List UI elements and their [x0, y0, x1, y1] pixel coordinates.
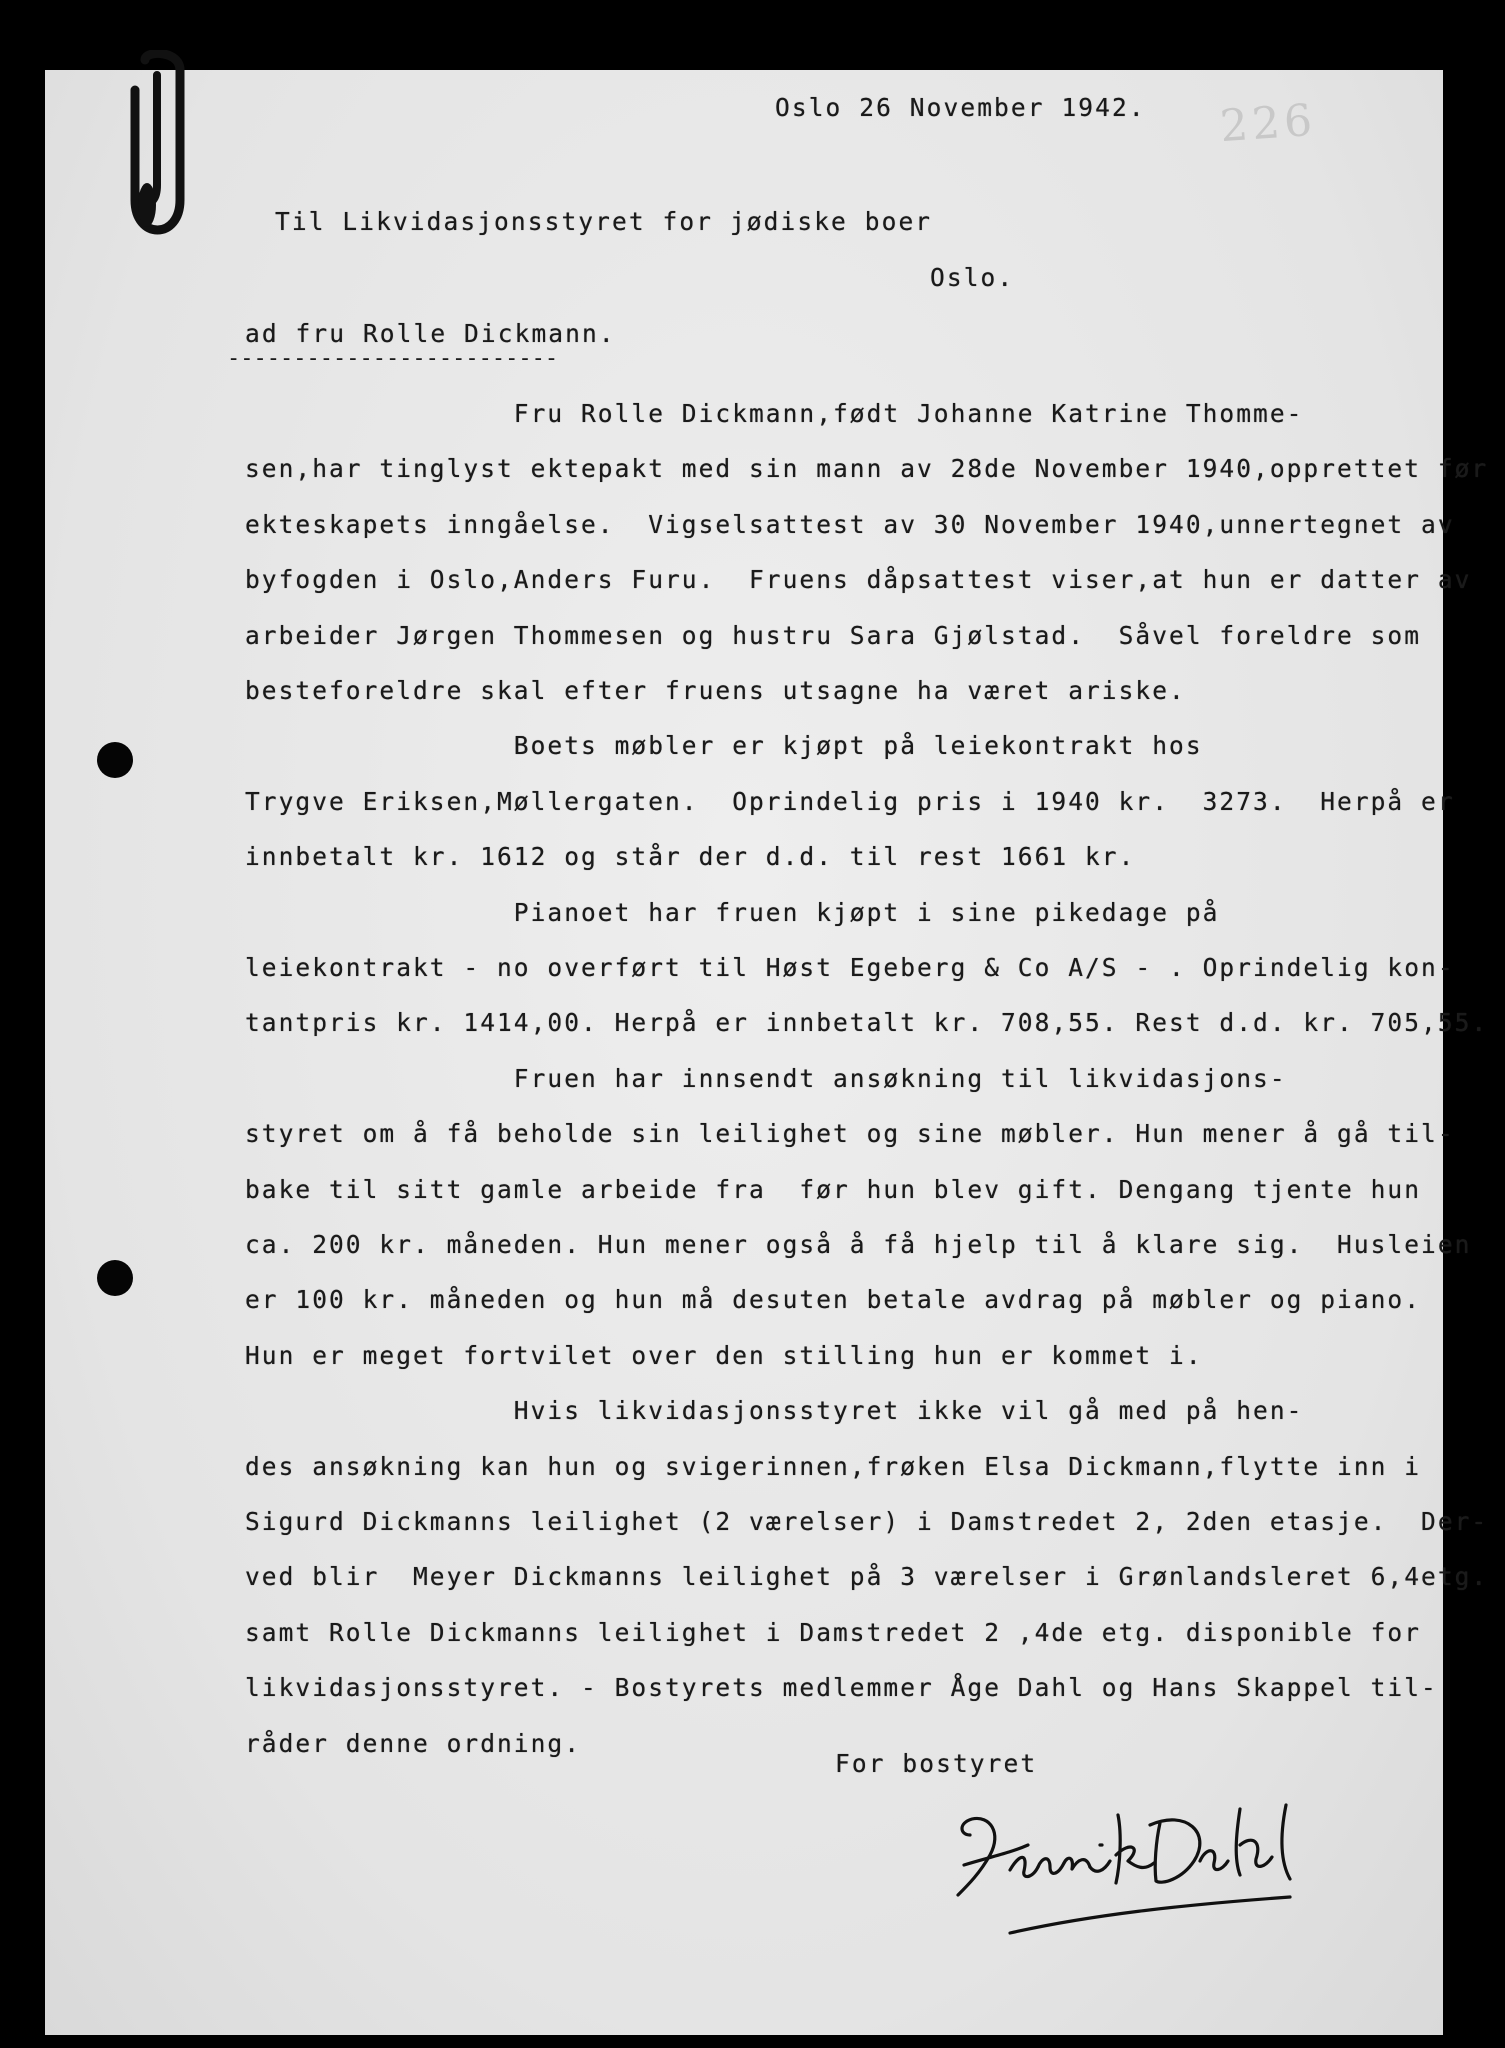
body-line: Fru Rolle Dickmann,født Johanne Katrine Thomme- [245, 399, 1304, 428]
archive-number: 226 [1218, 94, 1318, 153]
date-line: Oslo 26 November 1942. [775, 93, 1146, 122]
paper-clip-icon [105, 50, 215, 260]
recipient-line: Til Likvidasjonsstyret for jødiske boer [275, 207, 933, 236]
subject-line: ad fru Rolle Dickmann. [245, 319, 616, 348]
body-line: byfogden i Oslo,Anders Furu. Fruens dåpsattest viser,at hun er datter av [245, 565, 1472, 595]
body-line: leiekontrakt - no overført til Høst Egeberg & Co A/S - . Oprindelig kon- [245, 953, 1455, 982]
body-line: styret om å få beholde sin leilighet og sine møbler. Hun mener å gå til- [245, 1119, 1455, 1149]
body-line: er 100 kr. måneden og hun må desuten betale avdrag på møbler og piano. [245, 1285, 1422, 1315]
closing-line: For bostyret [835, 1749, 1038, 1778]
body-line: Hun er meget fortvilet over den stilling hun er kommet i. [245, 1340, 1203, 1370]
body-line: Hvis likvidasjonsstyret ikke vil gå med på hen- [245, 1396, 1304, 1426]
body-line: Sigurd Dickmanns leilighet (2 værelser) i Damstredet 2, 2den etasje. Der- [245, 1507, 1489, 1536]
body-line: bake til sitt gamle arbeide fra før hun blev gift. Dengang tjente hun [245, 1174, 1422, 1204]
body-line: des ansøkning kan hun og svigerinnen,frøken Elsa Dickmann,flytte inn i [245, 1451, 1422, 1481]
recipient-city: Oslo. [930, 263, 1015, 292]
body-line: Pianoet har fruen kjøpt i sine pikedage på [245, 897, 1220, 927]
body-line: Boets møbler er kjøpt på leiekontrakt hos [245, 731, 1203, 761]
body-line: råder denne ordning. [245, 1728, 582, 1758]
body-line: likvidasjonsstyret. - Bostyrets medlemmer Åge Dahl og Hans Skappel til- [245, 1673, 1438, 1703]
subject-underline: ------------------------- [227, 346, 559, 371]
punch-hole-top [97, 742, 133, 778]
body-line: sen,har tinglyst ektepakt med sin mann av 28de November 1940,opprettet før [245, 454, 1489, 484]
body-line: Trygve Eriksen,Møllergaten. Oprindelig pris i 1940 kr. 3273. Herpå er [245, 786, 1455, 816]
body-line: besteforeldre skal efter fruens utsagne ha været ariske. [245, 676, 1186, 705]
punch-hole-bottom [97, 1260, 133, 1296]
body-line: samt Rolle Dickmanns leilighet i Damstredet 2 ,4de etg. disponible for [245, 1617, 1422, 1647]
body-line: arbeider Jørgen Thommesen og hustru Sara Gjølstad. Såvel foreldre som [245, 620, 1422, 650]
body-line: innbetalt kr. 1612 og står der d.d. til rest 1661 kr. [245, 842, 1136, 872]
handwritten-signature [950, 1775, 1310, 1945]
body-line: ved blir Meyer Dickmanns leilighet på 3 værelser i Grønlandsleret 6,4etg. [245, 1562, 1489, 1592]
body-line: ekteskapets inngåelse. Vigselsattest av 30 November 1940,unnertegnet av [245, 509, 1455, 539]
letter-page [45, 70, 1489, 2035]
body-line: ca. 200 kr. måneden. Hun mener også å få hjelp til å klare sig. Husleien [245, 1230, 1472, 1259]
body-line: tantpris kr. 1414,00. Herpå er innbetalt kr. 708,55. Rest d.d. kr. 705,55. [245, 1008, 1489, 1038]
body-line: Fruen har innsendt ansøkning til likvidasjons- [245, 1063, 1287, 1093]
